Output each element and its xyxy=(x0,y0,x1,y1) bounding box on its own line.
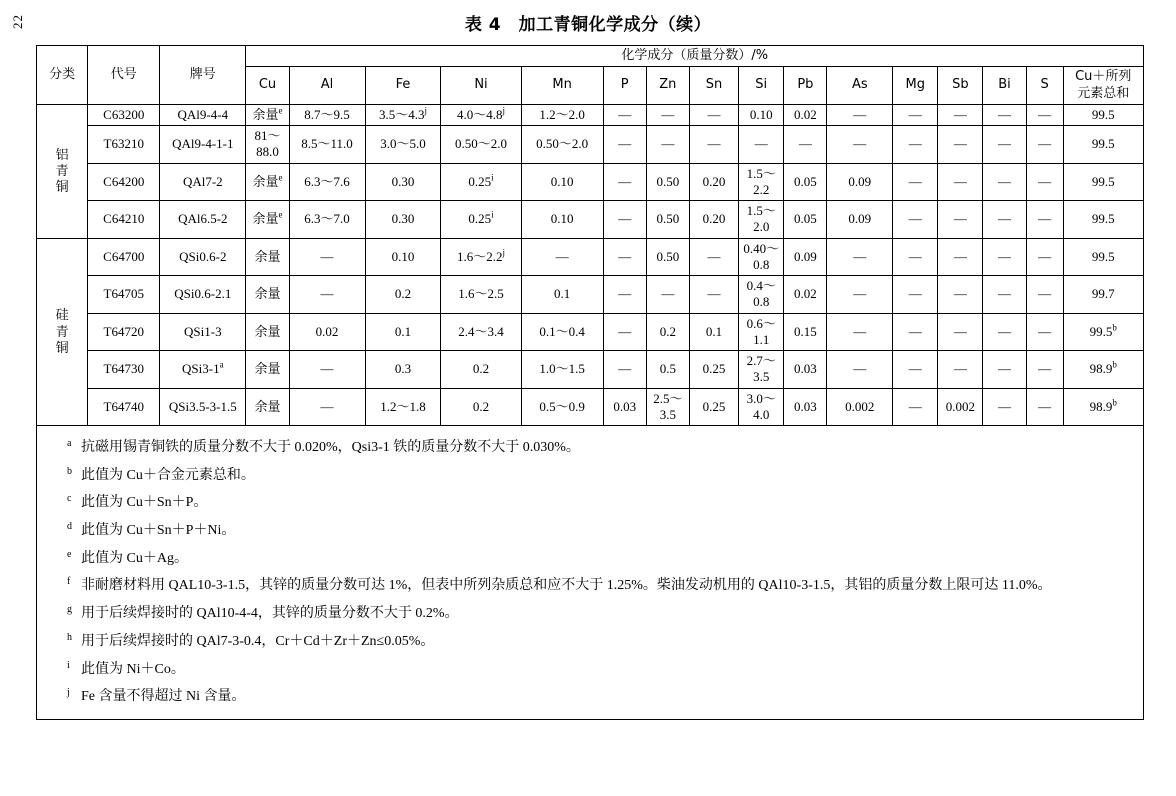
cell-value: 余量 xyxy=(246,276,289,314)
table-footnotes xyxy=(36,426,1144,720)
table-row xyxy=(37,351,1144,389)
cell-code: C64700 xyxy=(88,238,160,276)
cell-value: 余量 xyxy=(246,238,289,276)
cell-value: — xyxy=(893,276,938,314)
cell-value: — xyxy=(938,126,983,164)
page-title: 表 4 加工青铜化学成分（续） xyxy=(464,15,712,35)
cell-total: 99.5 xyxy=(1063,163,1143,201)
cell-value: 0.09 xyxy=(827,201,893,239)
cell-value: 0.2 xyxy=(646,313,689,351)
table-row xyxy=(37,276,1144,314)
cell-value: 0.02 xyxy=(289,313,365,351)
cell-code: T64720 xyxy=(88,313,160,351)
cell-value: 8.5～11.0 xyxy=(289,126,365,164)
cell-total: 99.5 xyxy=(1063,201,1143,239)
cell-value: — xyxy=(983,126,1026,164)
cell-value: 0.002 xyxy=(938,388,983,426)
cell-value: — xyxy=(893,313,938,351)
cell-value: 0.03 xyxy=(603,388,646,426)
cell-value: 0.1～0.4 xyxy=(521,313,603,351)
group-label-char: 青 xyxy=(55,323,69,339)
footnote xyxy=(37,600,1143,628)
cell-value: 余量 xyxy=(246,388,289,426)
group-label-0 xyxy=(37,104,88,238)
cell-value: 1.5～ 2.2 xyxy=(739,163,784,201)
footnote-text: 用于后续焊接时的 QAl7-3-0.4，Cr＋Cd＋Zr＋Zn≤0.05%。 xyxy=(81,633,435,649)
footnote-text: 抗磁用锡青铜铁的质量分数不大于 0.020%，Qsi3-1 铁的质量分数不大于 0.030%。 xyxy=(81,440,580,455)
group-label-char: 铜 xyxy=(55,339,69,355)
cell-value: — xyxy=(893,351,938,389)
header-col-ni: Ni xyxy=(441,67,521,105)
group-label-1 xyxy=(37,238,88,426)
cell-value: — xyxy=(983,163,1026,201)
cell-value: 2.5～ 3.5 xyxy=(646,388,689,426)
cell-value: 0.20 xyxy=(689,201,738,239)
cell-value: 0.30 xyxy=(365,201,441,239)
cell-value: 1.0～1.5 xyxy=(521,351,603,389)
header-col-sb: Sb xyxy=(938,67,983,105)
cell-total: 99.5 xyxy=(1063,126,1143,164)
cell-value: 6.3～7.0 xyxy=(289,201,365,239)
footnote-text: 此值为 Ni＋Co。 xyxy=(81,661,185,677)
cell-value: — xyxy=(1026,351,1063,389)
cell-code: T64740 xyxy=(88,388,160,426)
cell-code: C63200 xyxy=(88,104,160,125)
cell-value: 2.4～3.4 xyxy=(441,313,521,351)
cell-value: 余量$^e$ xyxy=(246,201,289,239)
footnote-mark: f xyxy=(67,576,71,588)
cell-value: — xyxy=(1026,201,1063,239)
cell-value: — xyxy=(1026,313,1063,351)
cell-value: — xyxy=(689,238,738,276)
cell-value: — xyxy=(983,351,1026,389)
cell-grade: QSi1-3 xyxy=(160,313,246,351)
cell-value: — xyxy=(521,238,603,276)
header-col-si: Si xyxy=(739,67,784,105)
cell-value: — xyxy=(603,276,646,314)
cell-value: — xyxy=(289,276,365,314)
cell-grade: QSi3-1$^a$ xyxy=(160,351,246,389)
footnote-mark: d xyxy=(67,521,72,533)
table-row xyxy=(37,104,1144,125)
header-col-pb: Pb xyxy=(784,67,827,105)
cell-value: 0.03 xyxy=(784,351,827,389)
cell-total: 98.9$^b$ xyxy=(1063,351,1143,389)
cell-value: — xyxy=(893,104,938,125)
cell-grade: QAl9-4-1-1 xyxy=(160,126,246,164)
cell-value: 6.3～7.6 xyxy=(289,163,365,201)
cell-value: — xyxy=(893,238,938,276)
cell-value: — xyxy=(983,313,1026,351)
cell-grade: QAl9-4-4 xyxy=(160,104,246,125)
cell-value: — xyxy=(827,126,893,164)
group-label-char: 铜 xyxy=(55,179,69,195)
cell-value: — xyxy=(893,163,938,201)
cell-value: 0.25 xyxy=(689,351,738,389)
footnote-mark: i xyxy=(67,659,70,671)
cell-value: — xyxy=(603,163,646,201)
cell-value: 0.50 xyxy=(646,201,689,239)
footnote-text: 用于后续焊接时的 QAl10-4-4，其锌的质量分数不大于 0.2%。 xyxy=(81,606,459,622)
header-col-cu: Cu xyxy=(246,67,289,105)
header-col-mn: Mn xyxy=(521,67,603,105)
header-col-zn: Zn xyxy=(646,67,689,105)
cell-value: 0.10 xyxy=(365,238,441,276)
cell-value: — xyxy=(893,388,938,426)
cell-value: — xyxy=(689,276,738,314)
footnote xyxy=(37,545,1143,573)
cell-value: 0.5～0.9 xyxy=(521,388,603,426)
table-row xyxy=(37,126,1144,164)
cell-value: — xyxy=(784,126,827,164)
header-grade: 牌号 xyxy=(160,46,246,105)
footnote xyxy=(37,656,1143,684)
cell-value: — xyxy=(938,313,983,351)
table-row xyxy=(37,201,1144,239)
cell-value: 0.15 xyxy=(784,313,827,351)
cell-value: 1.2～2.0 xyxy=(521,104,603,125)
footnote-mark: b xyxy=(67,465,72,477)
cell-value: — xyxy=(603,201,646,239)
cell-value: — xyxy=(646,276,689,314)
cell-value: 0.02 xyxy=(784,104,827,125)
header-col-p: P xyxy=(603,67,646,105)
cell-value: — xyxy=(289,238,365,276)
footnote xyxy=(37,489,1143,517)
footnote-mark: e xyxy=(67,548,72,560)
cell-value: — xyxy=(1026,388,1063,426)
cell-value: — xyxy=(938,104,983,125)
cell-value: 1.2～1.8 xyxy=(365,388,441,426)
header-code: 代号 xyxy=(88,46,160,105)
cell-value: — xyxy=(893,201,938,239)
cell-code: T64730 xyxy=(88,351,160,389)
cell-value: 1.5～ 2.0 xyxy=(739,201,784,239)
footnote xyxy=(37,628,1143,656)
cell-value: — xyxy=(983,276,1026,314)
cell-value: 0.50 xyxy=(646,163,689,201)
table-row xyxy=(37,163,1144,201)
cell-value: 3.0～ 4.0 xyxy=(739,388,784,426)
cell-value: — xyxy=(1026,276,1063,314)
cell-value: 1.6～2.5 xyxy=(441,276,521,314)
cell-value: 0.50～2.0 xyxy=(521,126,603,164)
header-col-sn: Sn xyxy=(689,67,738,105)
footnote-mark: h xyxy=(67,631,72,643)
header-chemical-composition: 化学成分（质量分数）/% xyxy=(246,46,1144,67)
cell-code: T64705 xyxy=(88,276,160,314)
cell-value: 0.25$^i$ xyxy=(441,163,521,201)
cell-value: — xyxy=(1026,238,1063,276)
cell-value: 余量$^e$ xyxy=(246,163,289,201)
cell-value: 0.50～2.0 xyxy=(441,126,521,164)
cell-value: — xyxy=(827,276,893,314)
header-col-s: S xyxy=(1026,67,1063,105)
cell-value: 0.09 xyxy=(784,238,827,276)
footnote xyxy=(37,683,1143,711)
cell-value: 0.40～ 0.8 xyxy=(739,238,784,276)
cell-value: 余量 xyxy=(246,313,289,351)
cell-value: 0.1 xyxy=(365,313,441,351)
cell-value: — xyxy=(938,238,983,276)
header-total-line2: 元素总和 xyxy=(1077,85,1130,101)
cell-value: — xyxy=(983,388,1026,426)
cell-value: 0.2 xyxy=(441,388,521,426)
cell-value: 0.50 xyxy=(646,238,689,276)
chemical-composition-table xyxy=(36,45,1144,426)
cell-value: 0.05 xyxy=(784,163,827,201)
cell-total: 99.5$^b$ xyxy=(1063,313,1143,351)
cell-value: — xyxy=(603,104,646,125)
cell-value: — xyxy=(1026,104,1063,125)
cell-value: — xyxy=(827,351,893,389)
cell-value: 81～ 88.0 xyxy=(246,126,289,164)
cell-value: — xyxy=(603,313,646,351)
cell-value: 0.25 xyxy=(689,388,738,426)
footnote xyxy=(37,572,1143,600)
cell-value: 0.2 xyxy=(365,276,441,314)
cell-value: 余量$^e$ xyxy=(246,104,289,125)
cell-value: — xyxy=(827,238,893,276)
footnote-text: 此值为 Cu＋Sn＋P＋Ni。 xyxy=(81,523,236,539)
cell-value: — xyxy=(689,104,738,125)
cell-total: 99.7 xyxy=(1063,276,1143,314)
cell-total: 99.5 xyxy=(1063,238,1143,276)
cell-code: C64200 xyxy=(88,163,160,201)
footnote-mark: c xyxy=(67,493,72,505)
cell-total: 98.9$^b$ xyxy=(1063,388,1143,426)
footnote xyxy=(37,462,1143,490)
table-row xyxy=(37,238,1144,276)
cell-value: — xyxy=(603,126,646,164)
cell-value: — xyxy=(646,126,689,164)
cell-value: 0.02 xyxy=(784,276,827,314)
cell-value: — xyxy=(646,104,689,125)
cell-value: 0.3 xyxy=(365,351,441,389)
cell-value: 0.30 xyxy=(365,163,441,201)
cell-value: — xyxy=(1026,126,1063,164)
cell-value: 0.05 xyxy=(784,201,827,239)
cell-value: — xyxy=(893,126,938,164)
cell-value: 0.5 xyxy=(646,351,689,389)
group-label-char: 铝 xyxy=(55,146,69,162)
cell-total: 99.5 xyxy=(1063,104,1143,125)
cell-value: — xyxy=(603,351,646,389)
footnote-text: 非耐磨材料用 QAL10-3-1.5，其锌的质量分数可达 1%，但表中所列杂质总和应不大于 1.25%。柴油发动机用的 QAl10-3-1.5，其铝的质量分数上限可达 11.0%。 xyxy=(81,578,1052,594)
header-col-fe: Fe xyxy=(365,67,441,105)
footnote-text: Fe 含量不得超过 Ni 含量。 xyxy=(81,689,246,705)
table-row xyxy=(37,388,1144,426)
cell-value: 0.09 xyxy=(827,163,893,201)
cell-value: — xyxy=(938,201,983,239)
header-col-as: As xyxy=(827,67,893,105)
header-col-al: Al xyxy=(289,67,365,105)
group-label-char: 青 xyxy=(55,163,69,178)
footnote-text: 此值为 Cu＋Sn＋P。 xyxy=(81,495,208,511)
cell-value: 0.6～ 1.1 xyxy=(739,313,784,351)
cell-grade: QSi0.6-2.1 xyxy=(160,276,246,314)
cell-value: 1.6～2.2$^j$ xyxy=(441,238,521,276)
footnote-text: 此值为 Cu＋合金元素总和。 xyxy=(81,467,255,483)
header-classification: 分类 xyxy=(37,46,88,105)
footnote-mark: j xyxy=(67,687,70,699)
cell-value: — xyxy=(938,351,983,389)
cell-code: T63210 xyxy=(88,126,160,164)
cell-value: 2.7～ 3.5 xyxy=(739,351,784,389)
cell-code: C64210 xyxy=(88,201,160,239)
footnote-mark: g xyxy=(67,604,72,616)
cell-value: — xyxy=(827,313,893,351)
cell-grade: QAl6.5-2 xyxy=(160,201,246,239)
cell-value: — xyxy=(1026,163,1063,201)
cell-value: 8.7～9.5 xyxy=(289,104,365,125)
cell-value: — xyxy=(983,104,1026,125)
cell-value: 0.002 xyxy=(827,388,893,426)
footnote-text: 此值为 Cu＋Ag。 xyxy=(81,550,188,566)
footnote xyxy=(37,434,1143,462)
cell-value: — xyxy=(289,388,365,426)
cell-value: — xyxy=(983,201,1026,239)
cell-value: — xyxy=(689,126,738,164)
header-col-total xyxy=(1063,67,1143,105)
cell-grade: QSi3.5-3-1.5 xyxy=(160,388,246,426)
cell-value: 0.2 xyxy=(441,351,521,389)
header-col-mg: Mg xyxy=(893,67,938,105)
cell-value: 0.1 xyxy=(521,276,603,314)
table-head xyxy=(37,46,1144,105)
cell-value: 0.20 xyxy=(689,163,738,201)
cell-value: 0.10 xyxy=(739,104,784,125)
cell-value: 余量 xyxy=(246,351,289,389)
cell-value: — xyxy=(827,104,893,125)
table-row xyxy=(37,313,1144,351)
cell-value: 0.25$^i$ xyxy=(441,201,521,239)
footnote xyxy=(37,517,1143,545)
cell-grade: QSi0.6-2 xyxy=(160,238,246,276)
cell-value: — xyxy=(739,126,784,164)
cell-value: 0.1 xyxy=(689,313,738,351)
cell-value: — xyxy=(938,276,983,314)
cell-value: — xyxy=(983,238,1026,276)
table-body xyxy=(37,104,1144,425)
cell-value: 0.10 xyxy=(521,201,603,239)
group-label-char: 硅 xyxy=(55,307,69,323)
cell-value: 3.0～5.0 xyxy=(365,126,441,164)
header-col-bi: Bi xyxy=(983,67,1026,105)
footnote-mark: a xyxy=(67,438,72,449)
cell-value: 0.03 xyxy=(784,388,827,426)
header-row-group xyxy=(37,46,1144,67)
page-number: 22 xyxy=(10,14,25,29)
cell-value: — xyxy=(289,351,365,389)
cell-value: 4.0～4.8$^j$ xyxy=(441,104,521,125)
header-total-line1: Cu＋所列 xyxy=(1075,69,1132,85)
cell-value: — xyxy=(603,238,646,276)
cell-value: 3.5～4.3$^j$ xyxy=(365,104,441,125)
cell-grade: QAl7-2 xyxy=(160,163,246,201)
cell-value: 0.4～ 0.8 xyxy=(739,276,784,314)
cell-value: 0.10 xyxy=(521,163,603,201)
cell-value: — xyxy=(938,163,983,201)
